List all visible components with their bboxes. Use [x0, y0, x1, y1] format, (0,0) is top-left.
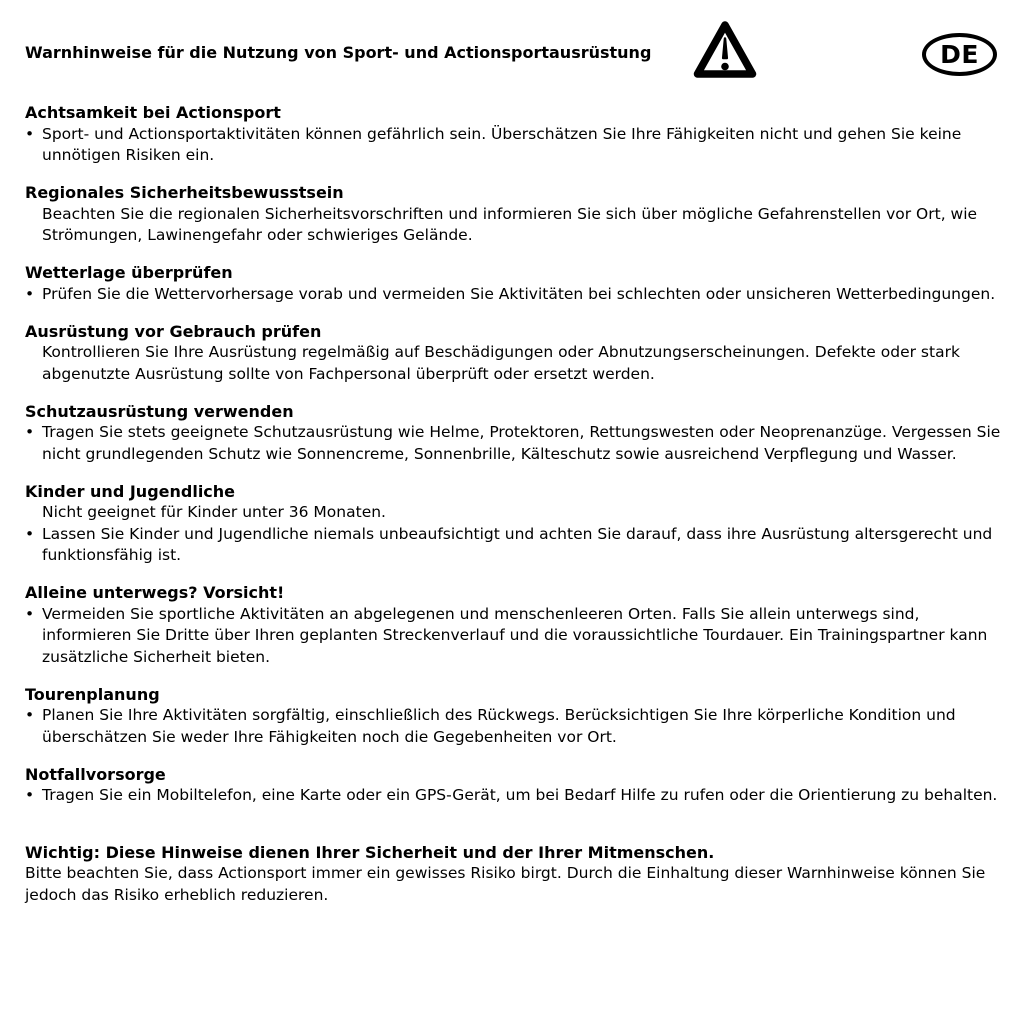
section-notfallvorsorge [25, 764, 1008, 807]
item-text: Prüfen Sie die Wettervorhersage vorab und vermeiden Sie Aktivitäten bei schlechten oder unsicheren Wetterbedingungen. [42, 284, 996, 303]
list-item [25, 124, 1008, 167]
section-heading: Regionales Sicherheitsbewusstsein [25, 183, 344, 202]
item-text: Vermeiden Sie sportliche Aktivitäten an abgelegenen und menschenleeren Orten. Falls Sie allein unterwegs sind, informieren Sie Dritte über Ihren geplanten Streckenverlauf und die voraussichtliche Tourdauer. Ein Trainingspartner kann zusätzliche Sicherheit bieten. [42, 604, 988, 666]
bullet-marker: • [25, 284, 35, 303]
list-item [25, 342, 1008, 385]
section-heading: Ausrüstung vor Gebrauch prüfen [25, 321, 322, 341]
section-heading: Notfallvorsorge [25, 764, 166, 784]
item-text: Tragen Sie stets geeignete Schutzausrüstung wie Helme, Protektoren, Rettungswesten oder Neoprenanzüge. Vergessen Sie nicht grundlegenden Schutz wie Sonnencreme, Sonnenbrille, Kälteschutz sowie ausreichend Verpflegung und Wasser. [42, 423, 1001, 463]
section-schutzausruestung [25, 401, 1008, 466]
section-achtsamkeit [25, 102, 1008, 167]
list-item [25, 785, 1008, 807]
important-note-text: Bitte beachten Sie, dass Actionsport immer ein gewisses Risiko birgt. Durch die Einhaltung dieser Warnhinweise können Sie jedoch das Risiko erheblich reduzieren. [25, 864, 986, 904]
item-text: Planen Sie Ihre Aktivitäten sorgfältig, einschließlich des Rückwegs. Berücksichtigen Sie Ihre körperliche Kondition und überschätzen Sie weder Ihre Fähigkeiten noch die Gegebenheiten vor Ort. [42, 706, 956, 746]
list-item [25, 422, 1008, 465]
list-item [25, 705, 1008, 748]
section-heading: Tourenplanung [25, 684, 160, 704]
section-heading: Wetterlage überprüfen [25, 263, 233, 282]
language-badge [922, 33, 997, 76]
item-text: Lassen Sie Kinder und Jugendliche niemals unbeaufsichtigt und achten Sie darauf, dass ihre Ausrüstung altersgerecht und funktionsfähig ist. [42, 524, 993, 564]
bullet-marker: • [25, 124, 35, 143]
section-tourenplanung [25, 684, 1008, 749]
document-header [25, 20, 1008, 102]
bullet-marker: • [25, 786, 35, 804]
section-heading: Schutzausrüstung verwenden [25, 401, 294, 421]
warning-triangle-icon [693, 18, 757, 82]
section-alleine-unterwegs [25, 582, 1008, 668]
list-item [25, 524, 1008, 567]
item-text: Kontrollieren Sie Ihre Ausrüstung regelmäßig auf Beschädigungen oder Abnutzungserscheinungen. Defekte oder stark abgenutzte Ausrüstung sollte von Fachpersonal überprüft oder ersetzt werden. [42, 343, 960, 383]
item-text: Beachten Sie die regionalen Sicherheitsvorschriften und informieren Sie sich über mögliche Gefahrenstellen vor Ort, wie Strömungen, Lawinengefahr oder schwieriges Gelände. [42, 204, 978, 244]
bullet-marker: • [25, 423, 35, 441]
section-heading: Achtsamkeit bei Actionsport [25, 103, 281, 122]
list-item [25, 284, 1008, 306]
important-note-heading: Wichtig: Diese Hinweise dienen Ihrer Sicherheit und der Ihrer Mitmenschen. [25, 842, 715, 862]
section-ausruestung-pruefen [25, 321, 1008, 386]
bullet-marker: • [25, 706, 35, 724]
list-item [25, 502, 1008, 524]
section-wetterlage [25, 262, 1008, 305]
important-note [25, 842, 1008, 907]
bullet-marker: • [25, 604, 35, 623]
list-item [25, 604, 1008, 669]
section-heading: Alleine unterwegs? Vorsicht! [25, 583, 285, 602]
list-item [25, 204, 1008, 247]
section-regionales-sicherheitsbewusstsein [25, 182, 1008, 247]
item-text: Nicht geeignet für Kinder unter 36 Monaten. [42, 503, 386, 521]
item-text: Sport- und Actionsportaktivitäten können gefährlich sein. Überschätzen Sie Ihre Fähigkeiten nicht und gehen Sie keine unnötigen Risiken ein. [42, 124, 962, 164]
bullet-marker: • [25, 524, 35, 543]
section-heading: Kinder und Jugendliche [25, 481, 236, 501]
section-kinder-jugendliche [25, 481, 1008, 567]
page-title: Warnhinweise für die Nutzung von Sport- und Actionsportausrüstung [25, 43, 652, 62]
language-badge-label: DE [940, 40, 979, 69]
item-text: Tragen Sie ein Mobiltelefon, eine Karte oder ein GPS-Gerät, um bei Bedarf Hilfe zu rufen oder die Orientierung zu behalten. [42, 786, 998, 804]
